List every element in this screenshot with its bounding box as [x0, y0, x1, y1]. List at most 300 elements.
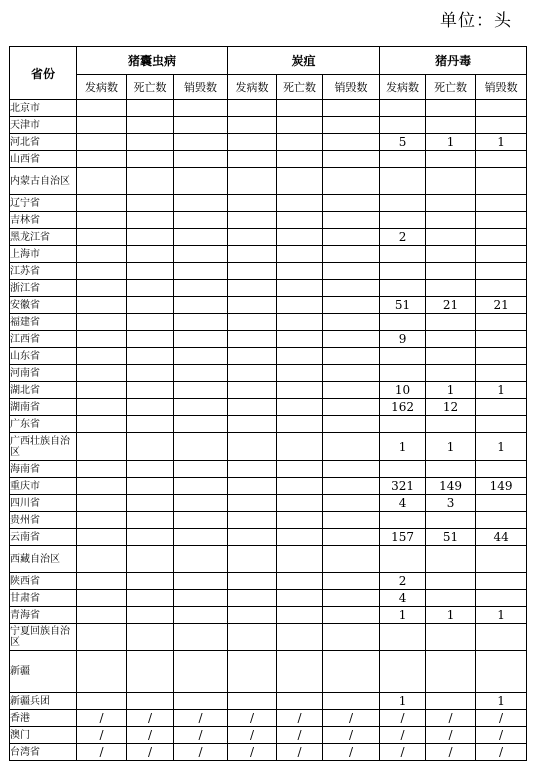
value-cell: /	[77, 744, 127, 761]
header-group-row	[10, 47, 527, 75]
province-name: 台湾省	[10, 744, 77, 761]
value-cell: /	[77, 727, 127, 744]
value-cell	[127, 151, 174, 168]
value-cell	[127, 433, 174, 461]
value-cell	[476, 624, 527, 651]
value-cell	[228, 151, 277, 168]
province-name: 重庆市	[10, 478, 77, 495]
value-cell	[323, 134, 380, 151]
value-cell	[426, 573, 476, 590]
value-cell	[380, 117, 426, 134]
province-name: 上海市	[10, 246, 77, 263]
value-cell	[127, 399, 174, 416]
value-cell	[277, 134, 323, 151]
value-cell	[476, 399, 527, 416]
value-cell	[228, 461, 277, 478]
value-cell	[426, 100, 476, 117]
value-cell	[323, 229, 380, 246]
value-cell	[476, 195, 527, 212]
value-cell	[380, 624, 426, 651]
value-cell	[174, 607, 228, 624]
value-cell	[77, 134, 127, 151]
value-cell	[127, 495, 174, 512]
value-cell	[426, 331, 476, 348]
province-name: 宁夏回族自治区	[10, 624, 77, 651]
value-cell	[127, 651, 174, 693]
value-cell	[127, 263, 174, 280]
value-cell	[476, 365, 527, 382]
province-name: 香港	[10, 710, 77, 727]
value-cell	[323, 151, 380, 168]
value-cell: 149	[426, 478, 476, 495]
table-row	[10, 744, 527, 761]
value-cell	[174, 195, 228, 212]
value-cell	[323, 382, 380, 399]
value-cell: 9	[380, 331, 426, 348]
value-cell	[127, 229, 174, 246]
value-cell	[174, 573, 228, 590]
province-name: 新疆兵团	[10, 693, 77, 710]
value-cell	[323, 195, 380, 212]
value-cell	[277, 331, 323, 348]
header-sub-row	[10, 75, 527, 100]
value-cell: /	[277, 744, 323, 761]
value-cell	[426, 229, 476, 246]
value-cell	[228, 624, 277, 651]
value-cell: /	[476, 710, 527, 727]
table-row	[10, 573, 527, 590]
table-row	[10, 710, 527, 727]
table-row	[10, 100, 527, 117]
value-cell	[426, 546, 476, 573]
value-cell	[277, 512, 323, 529]
value-cell	[77, 297, 127, 314]
value-cell	[127, 297, 174, 314]
province-name: 内蒙古自治区	[10, 168, 77, 195]
value-cell	[228, 693, 277, 710]
group-header-cysticercosis: 猪囊虫病	[77, 47, 228, 75]
value-cell: 1	[380, 693, 426, 710]
value-cell	[323, 693, 380, 710]
value-cell: 51	[426, 529, 476, 546]
subheader-destroyed: 销毁数	[323, 75, 380, 100]
table-row	[10, 495, 527, 512]
value-cell: 4	[380, 590, 426, 607]
value-cell	[77, 212, 127, 229]
value-cell	[228, 100, 277, 117]
value-cell	[426, 365, 476, 382]
value-cell	[380, 246, 426, 263]
table-row	[10, 433, 527, 461]
table-row	[10, 314, 527, 331]
value-cell	[77, 651, 127, 693]
value-cell	[380, 416, 426, 433]
value-cell: /	[77, 710, 127, 727]
value-cell	[127, 693, 174, 710]
value-cell	[174, 478, 228, 495]
province-name: 浙江省	[10, 280, 77, 297]
value-cell	[323, 573, 380, 590]
value-cell	[323, 416, 380, 433]
value-cell	[77, 433, 127, 461]
value-cell	[77, 117, 127, 134]
value-cell	[426, 314, 476, 331]
table-row	[10, 212, 527, 229]
table-row	[10, 590, 527, 607]
value-cell	[77, 280, 127, 297]
value-cell	[174, 590, 228, 607]
value-cell	[277, 280, 323, 297]
value-cell	[228, 399, 277, 416]
table-row	[10, 151, 527, 168]
province-name: 云南省	[10, 529, 77, 546]
value-cell	[174, 297, 228, 314]
value-cell: /	[277, 727, 323, 744]
value-cell	[77, 478, 127, 495]
value-cell	[426, 651, 476, 693]
value-cell: /	[228, 710, 277, 727]
province-name: 河北省	[10, 134, 77, 151]
value-cell	[426, 624, 476, 651]
table-body	[10, 100, 527, 761]
value-cell	[77, 348, 127, 365]
value-cell	[127, 331, 174, 348]
value-cell	[476, 348, 527, 365]
table-row	[10, 399, 527, 416]
province-name: 西藏自治区	[10, 546, 77, 573]
value-cell	[277, 461, 323, 478]
value-cell	[77, 263, 127, 280]
value-cell	[426, 195, 476, 212]
group-header-anthrax: 炭疽	[228, 47, 380, 75]
value-cell: /	[323, 710, 380, 727]
value-cell	[476, 263, 527, 280]
subheader-deaths: 死亡数	[426, 75, 476, 100]
value-cell	[174, 168, 228, 195]
province-name: 山东省	[10, 348, 77, 365]
value-cell: 44	[476, 529, 527, 546]
value-cell	[228, 229, 277, 246]
value-cell	[174, 246, 228, 263]
value-cell: 321	[380, 478, 426, 495]
value-cell	[323, 365, 380, 382]
value-cell	[174, 546, 228, 573]
value-cell: 1	[380, 607, 426, 624]
value-cell	[323, 280, 380, 297]
value-cell	[127, 529, 174, 546]
value-cell	[127, 624, 174, 651]
value-cell	[323, 297, 380, 314]
value-cell: 3	[426, 495, 476, 512]
value-cell	[277, 529, 323, 546]
value-cell	[323, 590, 380, 607]
province-name: 四川省	[10, 495, 77, 512]
province-name: 江西省	[10, 331, 77, 348]
value-cell: /	[476, 744, 527, 761]
value-cell	[380, 280, 426, 297]
value-cell	[228, 573, 277, 590]
value-cell: /	[277, 710, 323, 727]
value-cell	[380, 546, 426, 573]
value-cell	[277, 478, 323, 495]
value-cell	[380, 168, 426, 195]
value-cell	[127, 195, 174, 212]
value-cell	[277, 314, 323, 331]
value-cell: /	[174, 710, 228, 727]
value-cell	[228, 382, 277, 399]
value-cell	[174, 212, 228, 229]
province-name: 北京市	[10, 100, 77, 117]
value-cell	[426, 246, 476, 263]
value-cell	[277, 117, 323, 134]
value-cell: /	[174, 727, 228, 744]
value-cell	[277, 546, 323, 573]
value-cell	[426, 280, 476, 297]
value-cell: 1	[476, 382, 527, 399]
value-cell	[277, 195, 323, 212]
value-cell: 1	[476, 134, 527, 151]
value-cell	[323, 263, 380, 280]
value-cell	[77, 399, 127, 416]
value-cell: 1	[426, 134, 476, 151]
province-name: 福建省	[10, 314, 77, 331]
table-row	[10, 195, 527, 212]
value-cell	[476, 229, 527, 246]
table-row	[10, 134, 527, 151]
value-cell: 1	[426, 433, 476, 461]
value-cell	[127, 590, 174, 607]
value-cell	[127, 416, 174, 433]
value-cell	[228, 263, 277, 280]
value-cell	[228, 607, 277, 624]
province-name: 辽宁省	[10, 195, 77, 212]
value-cell	[476, 151, 527, 168]
value-cell	[77, 546, 127, 573]
value-cell	[323, 607, 380, 624]
value-cell	[174, 314, 228, 331]
subheader-cases: 发病数	[228, 75, 277, 100]
value-cell	[127, 478, 174, 495]
value-cell	[380, 512, 426, 529]
value-cell: 1	[426, 607, 476, 624]
province-name: 安徽省	[10, 297, 77, 314]
value-cell	[323, 529, 380, 546]
value-cell	[228, 433, 277, 461]
value-cell: 1	[380, 433, 426, 461]
value-cell	[77, 382, 127, 399]
value-cell	[127, 100, 174, 117]
value-cell	[323, 433, 380, 461]
value-cell	[228, 314, 277, 331]
value-cell	[323, 117, 380, 134]
value-cell	[277, 212, 323, 229]
value-cell	[476, 212, 527, 229]
value-cell	[323, 651, 380, 693]
value-cell	[380, 195, 426, 212]
value-cell	[277, 297, 323, 314]
value-cell	[77, 607, 127, 624]
value-cell	[77, 573, 127, 590]
value-cell	[277, 399, 323, 416]
value-cell	[476, 331, 527, 348]
value-cell	[380, 348, 426, 365]
subheader-deaths: 死亡数	[127, 75, 174, 100]
table-row	[10, 727, 527, 744]
value-cell	[174, 229, 228, 246]
value-cell: 5	[380, 134, 426, 151]
value-cell	[277, 495, 323, 512]
value-cell	[77, 416, 127, 433]
table-row	[10, 297, 527, 314]
value-cell	[174, 461, 228, 478]
value-cell	[323, 168, 380, 195]
value-cell	[277, 263, 323, 280]
value-cell	[323, 546, 380, 573]
province-name: 海南省	[10, 461, 77, 478]
value-cell	[77, 693, 127, 710]
value-cell	[77, 195, 127, 212]
value-cell	[174, 624, 228, 651]
value-cell: /	[323, 744, 380, 761]
value-cell	[127, 461, 174, 478]
subheader-destroyed: 销毁数	[174, 75, 228, 100]
province-name: 湖北省	[10, 382, 77, 399]
value-cell	[426, 117, 476, 134]
value-cell	[174, 365, 228, 382]
value-cell: /	[426, 727, 476, 744]
value-cell: 2	[380, 573, 426, 590]
value-cell	[127, 168, 174, 195]
value-cell	[277, 590, 323, 607]
value-cell	[476, 416, 527, 433]
value-cell	[426, 151, 476, 168]
value-cell	[426, 416, 476, 433]
province-name: 贵州省	[10, 512, 77, 529]
value-cell: 2	[380, 229, 426, 246]
table-row	[10, 365, 527, 382]
value-cell	[426, 693, 476, 710]
value-cell: /	[426, 744, 476, 761]
value-cell	[228, 365, 277, 382]
value-cell	[323, 495, 380, 512]
value-cell	[380, 314, 426, 331]
value-cell	[174, 263, 228, 280]
value-cell	[426, 212, 476, 229]
value-cell	[476, 168, 527, 195]
value-cell: 1	[426, 382, 476, 399]
value-cell	[426, 590, 476, 607]
value-cell	[277, 365, 323, 382]
value-cell	[127, 212, 174, 229]
value-cell	[323, 478, 380, 495]
value-cell	[476, 495, 527, 512]
value-cell	[277, 348, 323, 365]
table-row	[10, 263, 527, 280]
value-cell	[127, 365, 174, 382]
value-cell	[174, 134, 228, 151]
value-cell: 149	[476, 478, 527, 495]
value-cell: 157	[380, 529, 426, 546]
value-cell	[476, 461, 527, 478]
value-cell: 10	[380, 382, 426, 399]
value-cell: 21	[476, 297, 527, 314]
value-cell	[277, 168, 323, 195]
value-cell	[174, 495, 228, 512]
value-cell	[476, 590, 527, 607]
table-row	[10, 512, 527, 529]
table-row	[10, 416, 527, 433]
value-cell	[228, 478, 277, 495]
province-name: 天津市	[10, 117, 77, 134]
value-cell	[174, 151, 228, 168]
value-cell	[277, 433, 323, 461]
value-cell: /	[426, 710, 476, 727]
value-cell	[476, 100, 527, 117]
table-row	[10, 624, 527, 651]
value-cell	[323, 246, 380, 263]
value-cell	[174, 416, 228, 433]
value-cell	[77, 246, 127, 263]
province-name: 吉林省	[10, 212, 77, 229]
subheader-destroyed: 销毁数	[476, 75, 527, 100]
table-row	[10, 693, 527, 710]
value-cell: /	[127, 710, 174, 727]
value-cell	[380, 212, 426, 229]
value-cell	[77, 151, 127, 168]
value-cell	[380, 651, 426, 693]
value-cell: /	[476, 727, 527, 744]
value-cell	[277, 382, 323, 399]
province-name: 甘肃省	[10, 590, 77, 607]
value-cell	[127, 117, 174, 134]
value-cell	[277, 246, 323, 263]
value-cell	[380, 461, 426, 478]
table-row	[10, 348, 527, 365]
value-cell: 21	[426, 297, 476, 314]
value-cell	[228, 590, 277, 607]
value-cell	[127, 348, 174, 365]
value-cell	[77, 365, 127, 382]
value-cell	[174, 512, 228, 529]
value-cell: /	[228, 727, 277, 744]
value-cell	[277, 693, 323, 710]
province-name: 广西壮族自治区	[10, 433, 77, 461]
value-cell: 51	[380, 297, 426, 314]
province-name: 广东省	[10, 416, 77, 433]
table-row	[10, 546, 527, 573]
value-cell	[228, 331, 277, 348]
subheader-cases: 发病数	[77, 75, 127, 100]
value-cell	[174, 693, 228, 710]
value-cell	[228, 348, 277, 365]
province-name: 黑龙江省	[10, 229, 77, 246]
value-cell	[476, 246, 527, 263]
value-cell	[127, 382, 174, 399]
value-cell	[323, 212, 380, 229]
value-cell	[77, 624, 127, 651]
value-cell	[174, 348, 228, 365]
table-row	[10, 246, 527, 263]
value-cell	[228, 117, 277, 134]
value-cell	[174, 100, 228, 117]
value-cell: 4	[380, 495, 426, 512]
province-name: 江苏省	[10, 263, 77, 280]
value-cell	[174, 529, 228, 546]
value-cell: /	[380, 710, 426, 727]
value-cell	[476, 651, 527, 693]
value-cell	[277, 573, 323, 590]
table-row	[10, 461, 527, 478]
